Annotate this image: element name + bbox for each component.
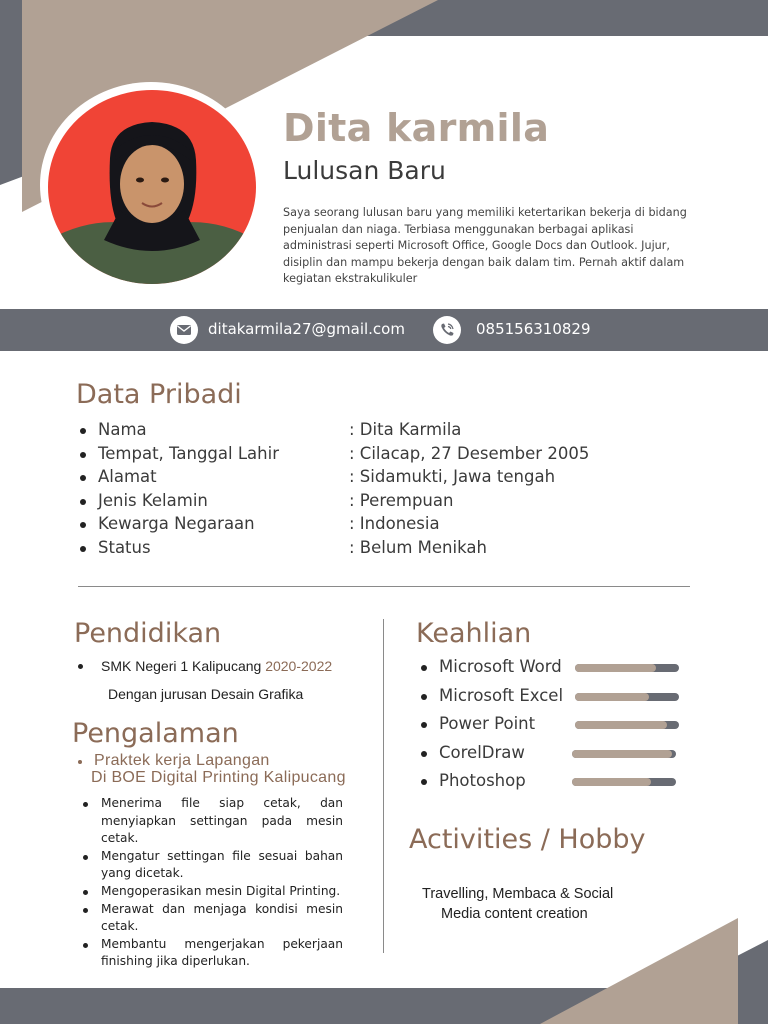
- experience-title: Pengalaman: [72, 718, 239, 749]
- bullet: [78, 664, 83, 669]
- personal-label: Jenis Kelamin: [98, 490, 208, 510]
- skill-level-bar: [572, 750, 676, 758]
- hobby-title: Activities / Hobby: [409, 824, 646, 855]
- experience-list: [80, 795, 343, 971]
- skill-row: [419, 714, 689, 738]
- personal-row: [78, 444, 638, 468]
- personal-label: Status: [98, 537, 151, 557]
- skill-row: [419, 686, 689, 710]
- skill-name: Microsoft Excel: [439, 686, 564, 705]
- experience-item: [80, 901, 343, 936]
- skill-name: Microsoft Word: [439, 657, 562, 676]
- bullet: [80, 499, 86, 505]
- experience-text: Mengoperasikan mesin Digital Printing.: [101, 883, 341, 898]
- skill-name: CorelDraw: [439, 743, 525, 762]
- bullet: [78, 760, 82, 764]
- skill-level-bar: [575, 664, 679, 672]
- experience-item: [80, 848, 343, 883]
- hobby-text: [422, 884, 613, 924]
- bullet: [83, 943, 88, 948]
- profile-photo: [48, 90, 256, 284]
- bullet: [80, 522, 86, 528]
- experience-item: [80, 795, 343, 848]
- experience-item: [80, 883, 343, 901]
- school-name: SMK Negeri 1 Kalipucang: [101, 658, 262, 674]
- personal-value: : Belum Menikah: [349, 537, 487, 557]
- experience-item: [80, 936, 343, 971]
- hobby-line: Travelling, Membaca & Social: [422, 886, 614, 902]
- bullet: [421, 694, 427, 700]
- skill-level-bar: [575, 693, 679, 701]
- skill-level-bar: [575, 721, 679, 729]
- bullet: [421, 722, 427, 728]
- skill-row: [419, 657, 689, 681]
- personal-value: : Dita Karmila: [349, 420, 462, 439]
- skill-row: [419, 743, 689, 767]
- section-divider: [78, 586, 690, 587]
- phone-text[interactable]: 085156310829: [476, 320, 591, 338]
- personal-value: : Sidamukti, Jawa tengah: [349, 467, 556, 487]
- bullet: [83, 890, 88, 895]
- skill-row: [419, 771, 689, 795]
- education-title: Pendidikan: [74, 618, 222, 649]
- personal-value: : Indonesia: [349, 514, 440, 534]
- personal-label: Nama: [98, 420, 147, 439]
- education-school: [101, 658, 332, 674]
- bullet: [83, 855, 88, 860]
- experience-company: Di BOE Digital Printing Kalipucang: [91, 769, 346, 786]
- school-years: 2020-2022: [265, 658, 333, 674]
- bullet: [421, 665, 427, 671]
- skill-level-bar: [572, 778, 676, 786]
- personal-label: Tempat, Tanggal Lahir: [98, 443, 279, 463]
- skills-title: Keahlian: [416, 618, 532, 649]
- experience-text: Merawat dan menjaga kondisi mesin cetak.: [101, 901, 343, 934]
- bullet: [83, 908, 88, 913]
- personal-data-list: [78, 420, 638, 562]
- person-name: Dita karmila: [283, 106, 550, 150]
- experience-text: Menerima file siap cetak, dan menyiapkan settingan pada mesin cetak.: [101, 796, 343, 846]
- experience-text: Mengatur settingan file sesuai bahan yang dicetak.: [101, 848, 343, 881]
- personal-value: : Cilacap, 27 Desember 2005: [349, 443, 590, 463]
- skill-level-fill: [572, 750, 672, 758]
- experience-text: Membantu mengerjakan pekerjaan finishing jika diperlukan.: [101, 936, 343, 969]
- personal-row: [78, 467, 638, 491]
- personal-value: : Perempuan: [349, 490, 454, 510]
- bullet: [421, 779, 427, 785]
- person-role: Lulusan Baru: [283, 156, 446, 185]
- personal-row: [78, 491, 638, 515]
- bullet: [80, 475, 86, 481]
- bullet: [80, 452, 86, 458]
- bullet: [80, 428, 86, 434]
- education-major: Dengan jurusan Desain Grafika: [108, 686, 304, 702]
- skill-level-fill: [575, 721, 667, 729]
- personal-row: [78, 538, 638, 562]
- column-divider: [383, 619, 384, 953]
- personal-label: Kewarga Negaraan: [98, 514, 255, 534]
- experience-heading: Praktek kerja Lapangan: [94, 752, 270, 769]
- email-text[interactable]: ditakarmila27@gmail.com: [208, 320, 405, 338]
- skill-level-fill: [572, 778, 651, 786]
- bullet: [80, 546, 86, 552]
- phone-icon: [433, 316, 461, 344]
- skill-level-fill: [575, 693, 649, 701]
- mail-icon: [170, 316, 198, 344]
- skill-name: Power Point: [439, 714, 536, 733]
- profile-summary: Saya seorang lulusan baru yang memiliki ketertarikan bekerja di bidang penjualan dan niaga. Terbiasa menggunakan berbagai aplikasi administrasi seperti Microsoft Office, Google Docs dan Outlook. Jujur, disiplin dan mampu bekerja dengan baik dalam tim. Pernah aktif dalam kegiatan ekstrakulikuler: [283, 206, 687, 285]
- skill-name: Photoshop: [439, 771, 526, 790]
- hobby-line: Media content creation: [441, 906, 588, 922]
- bullet: [83, 802, 88, 807]
- personal-row: [78, 420, 638, 444]
- bullet: [421, 751, 427, 757]
- skill-level-fill: [575, 664, 656, 672]
- personal-row: [78, 514, 638, 538]
- personal-data-title: Data Pribadi: [76, 379, 242, 410]
- personal-label: Alamat: [98, 467, 157, 487]
